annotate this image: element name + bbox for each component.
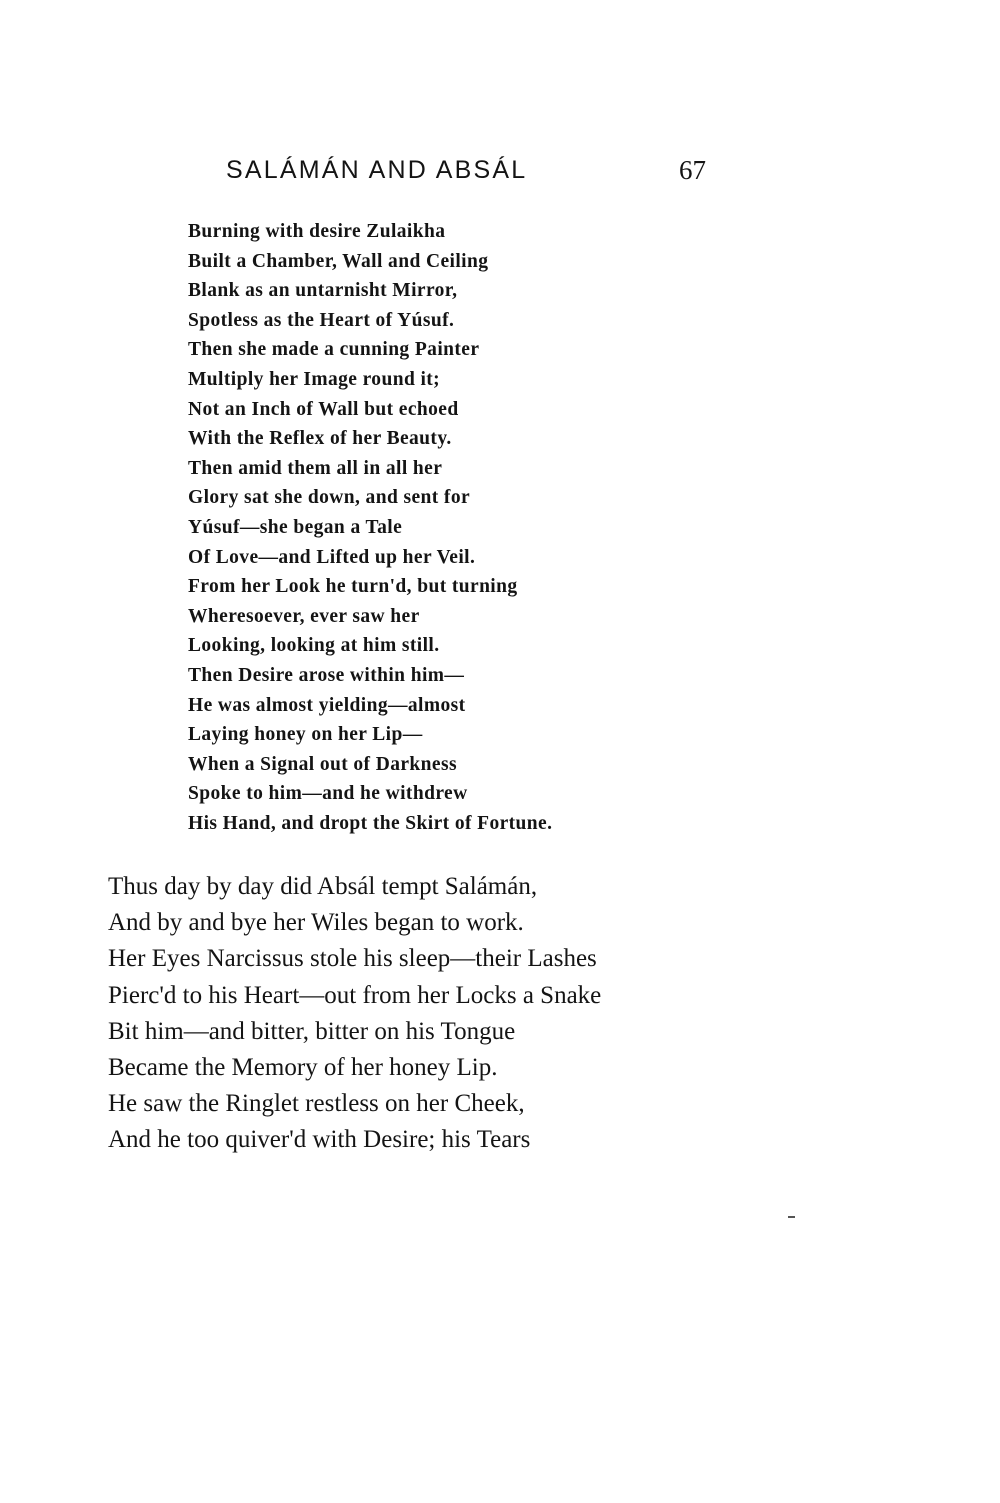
verse-line: Bit him—and bitter, bitter on his Tongue bbox=[108, 1017, 516, 1045]
verse-line: With the Reflex of her Beauty. bbox=[188, 428, 452, 450]
verse-line: Not an Inch of Wall but echoed bbox=[188, 398, 459, 420]
verse-line: Looking, looking at him still. bbox=[188, 635, 440, 657]
verse-line: Then Desire arose within him— bbox=[188, 664, 465, 686]
running-title: SALÁMÁN AND ABSÁL bbox=[226, 156, 528, 184]
verse-line: Her Eyes Narcissus stole his sleep—their Lashes bbox=[108, 945, 597, 973]
verse-line: His Hand, and dropt the Skirt of Fortune. bbox=[188, 812, 553, 834]
verse-line: Spotless as the Heart of Yúsuf. bbox=[188, 309, 455, 331]
verse-line: And by and bye her Wiles began to work. bbox=[108, 909, 524, 937]
main-verse-block bbox=[108, 869, 601, 1159]
verse-line: Glory sat she down, and sent for bbox=[188, 487, 471, 509]
verse-line: Built a Chamber, Wall and Ceiling bbox=[188, 250, 489, 272]
verse-line: Thus day by day did Absál tempt Salámán, bbox=[108, 873, 538, 900]
verse-line: Pierc'd to his Heart—out from her Locks a Snake bbox=[108, 981, 602, 1009]
verse-line: Spoke to him—and he withdrew bbox=[188, 783, 468, 805]
verse-line: Laying honey on her Lip— bbox=[188, 724, 423, 746]
verse-line: From her Look he turn'd, but turning bbox=[188, 576, 518, 598]
verse-line: Then she made a cunning Painter bbox=[188, 339, 480, 361]
verse-line: Blank as an untarnisht Mirror, bbox=[188, 280, 458, 302]
page-header bbox=[226, 150, 710, 190]
quoted-verse-block bbox=[188, 217, 552, 838]
verse-line: Multiply her Image round it; bbox=[188, 368, 441, 390]
verse-line: Of Love—and Lifted up her Veil. bbox=[188, 546, 476, 568]
verse-line: He was almost yielding—almost bbox=[188, 694, 466, 716]
verse-line: Then amid them all in all her bbox=[188, 457, 443, 479]
verse-line: Burning with desire Zulaikha bbox=[188, 221, 446, 242]
page-number: 67 bbox=[679, 155, 706, 185]
verse-line: He saw the Ringlet restless on her Cheek, bbox=[108, 1090, 525, 1118]
verse-line: Wheresoever, ever saw her bbox=[188, 605, 420, 627]
verse-line: Yúsuf—she began a Tale bbox=[188, 516, 403, 538]
verse-line: Became the Memory of her honey Lip. bbox=[108, 1053, 498, 1081]
print-speck bbox=[788, 1216, 795, 1218]
verse-line: And he too quiver'd with Desire; his Tears bbox=[108, 1126, 531, 1154]
verse-line: When a Signal out of Darkness bbox=[188, 753, 457, 775]
